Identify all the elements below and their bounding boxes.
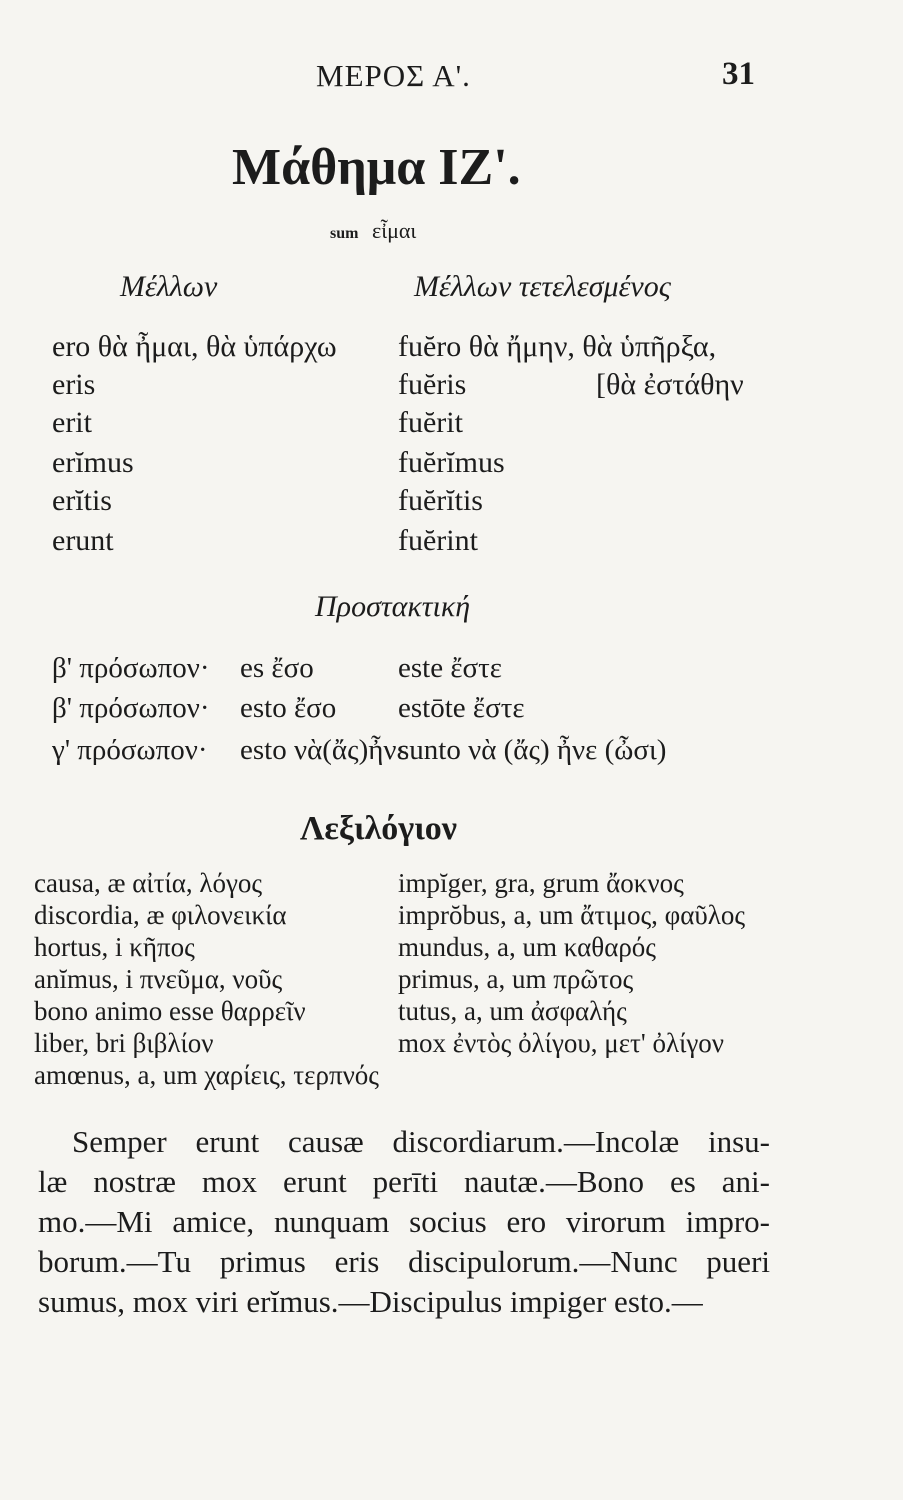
future-perfect-heading: Μέλλων τετελεσμένος	[414, 270, 671, 303]
vocabulary-entry: impĭger, gra, grum ἄοκνος	[398, 868, 684, 898]
vocabulary-entry: imprŏbus, a, um ἄτιμος, φαῦλος	[398, 900, 746, 930]
exercise-line: læ nostræ mox erunt perīti nautæ.—Bono es ani-	[38, 1164, 770, 1199]
imperative-person: γ' πρόσωπον·	[52, 734, 208, 766]
vocabulary-entry: amœnus, a, um χαρίεις, τερπνός	[34, 1060, 379, 1090]
future-perfect-form: fuĕris	[398, 368, 467, 401]
exercise-line: borum.—Tu primus eris discipulorum.—Nunc pueri	[38, 1244, 770, 1279]
vocabulary-entry: anĭmus, i πνεῦμα, νοῦς	[34, 964, 283, 994]
imperative-singular: esto νὰ(ἄς)ἦνε	[240, 734, 409, 766]
exercise-line: sumus, mox viri erĭmus.—Discipulus impiger esto.—	[38, 1284, 703, 1319]
exercise-paragraph	[38, 1122, 770, 1322]
vocabulary-entry: mox ἐντὸς ὀλίγου, μετ' ὀλίγον	[398, 1028, 725, 1058]
future-form: eris	[52, 368, 96, 401]
future-perfect-form: fuĕrĭmus	[398, 446, 505, 479]
imperative-plural: este ἔστε	[398, 652, 502, 684]
future-form: ero θὰ ἦμαι, θὰ ὑπάρχω	[52, 330, 337, 363]
imperative-person: β' πρόσωπον·	[52, 692, 210, 724]
subtitle-latin: sum	[330, 225, 359, 242]
running-title: ΜΕΡΟΣ Α'.	[316, 58, 471, 93]
lesson-title: Μάθημα ΙΖ'.	[232, 139, 521, 196]
future-perfect-form: fuĕrĭtis	[398, 484, 483, 517]
lesson-subtitle	[330, 218, 416, 244]
vocabulary-entry: bono animo esse θαρρεῖν	[34, 996, 306, 1026]
vocabulary-entry: causa, æ αἰτία, λόγος	[34, 868, 263, 898]
future-form: erit	[52, 406, 92, 439]
imperative-plural: sunto νὰ (ἄς) ἦνε (ὦσι)	[398, 734, 667, 766]
exercise-line: mo.—Mi amice, nunquam socius ero virorum impro-	[38, 1204, 770, 1239]
vocabulary-entry: hortus, i κῆπος	[34, 932, 195, 962]
future-perfect-note: [θὰ ἐστάθην	[596, 368, 744, 401]
vocabulary-entry: tutus, a, um ἀσφαλής	[398, 996, 627, 1026]
vocabulary-entry: primus, a, um πρῶτος	[398, 964, 634, 994]
imperative-heading: Προστακτική	[315, 590, 471, 623]
page-number: 31	[722, 56, 755, 92]
imperative-person: β' πρόσωπον·	[52, 652, 210, 684]
future-perfect-form: fuĕrint	[398, 524, 478, 557]
exercise-line: Semper erunt causæ discordiarum.—Incolæ insu-	[72, 1124, 770, 1159]
future-perfect-form: fuĕro θὰ ἤμην, θὰ ὑπῆρξα,	[398, 330, 717, 363]
imperative-singular: es ἔσο	[240, 652, 314, 684]
future-heading: Μέλλων	[120, 270, 218, 303]
future-form: erĭmus	[52, 446, 134, 479]
future-perfect-form: fuĕrit	[398, 406, 463, 439]
vocabulary-entry: discordia, æ φιλονεικία	[34, 900, 287, 930]
imperative-singular: esto ἔσο	[240, 692, 337, 724]
future-form: erunt	[52, 524, 114, 557]
vocabulary-entry: mundus, a, um καθαρός	[398, 932, 657, 962]
future-form: erĭtis	[52, 484, 112, 517]
subtitle-greek: εἶμαι	[371, 218, 417, 243]
vocabulary-title: Λεξιλόγιον	[300, 810, 457, 847]
vocabulary-entry: liber, bri βιβλίον	[34, 1028, 214, 1058]
imperative-plural: estōte ἔστε	[398, 692, 525, 724]
